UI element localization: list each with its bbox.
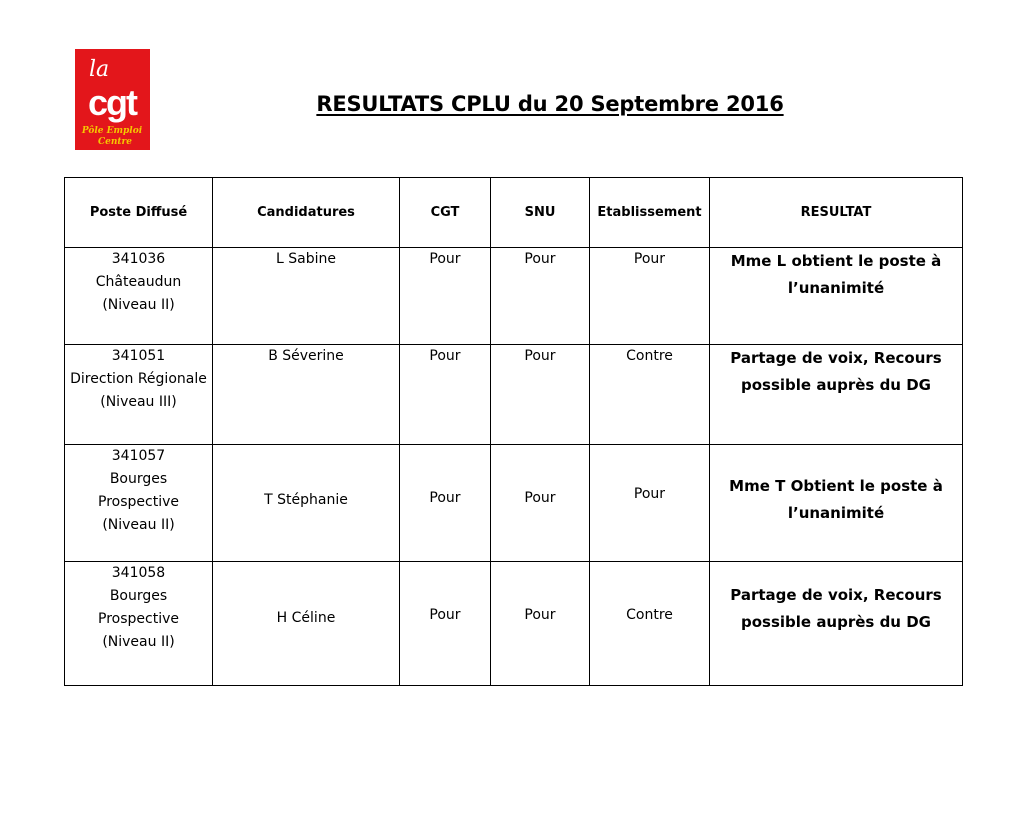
poste-level: (Niveau II) (102, 297, 175, 313)
results-table (64, 177, 963, 686)
resultat-line: possible auprès du DG (741, 376, 931, 394)
cell-cgt: Pour (400, 248, 491, 345)
cell-snu: Pour (491, 248, 590, 345)
logo-text-sub2: Centre (97, 137, 133, 147)
cell-etablissement: Contre (590, 345, 710, 445)
poste-site: Bourges (109, 588, 168, 604)
table-row (65, 445, 963, 562)
header-poste-diffuse: Poste Diffusé (65, 178, 213, 248)
poste-level: (Niveau II) (102, 517, 175, 533)
header-etablissement: Etablissement (590, 178, 710, 248)
cell-resultat (710, 445, 963, 562)
resultat-line: possible auprès du DG (741, 613, 931, 631)
table-row (65, 248, 963, 345)
header-resultat: RESULTAT (710, 178, 963, 248)
resultat-line: Mme L obtient le poste à (730, 252, 942, 270)
cell-candidature: H Céline (213, 562, 400, 686)
header-snu: SNU (491, 178, 590, 248)
table-row (65, 345, 963, 445)
resultat-line: Mme T Obtient le poste à (729, 477, 943, 495)
cell-cgt: Pour (400, 562, 491, 686)
poste-level: (Niveau II) (102, 634, 175, 650)
cell-resultat (710, 345, 963, 445)
resultat-line: l’unanimité (787, 504, 885, 522)
cell-resultat (710, 562, 963, 686)
resultat-line: Partage de voix, Recours (730, 586, 942, 604)
cell-snu: Pour (491, 345, 590, 445)
table-row (65, 562, 963, 686)
cell-candidature: T Stéphanie (213, 445, 400, 562)
poste-site: Direction Régionale (70, 371, 207, 387)
header-cgt: CGT (400, 178, 491, 248)
cell-poste (65, 562, 213, 686)
cell-etablissement: Pour (590, 248, 710, 345)
cell-poste (65, 248, 213, 345)
cell-poste (65, 345, 213, 445)
cell-etablissement: Contre (590, 562, 710, 686)
cell-poste (65, 445, 213, 562)
poste-service: Prospective (98, 494, 179, 510)
header-candidatures: Candidatures (213, 178, 400, 248)
logo-text-cgt: cgt (88, 82, 136, 123)
poste-number: 341051 (111, 348, 166, 364)
cell-cgt: Pour (400, 445, 491, 562)
poste-site: Châteaudun (95, 274, 182, 290)
logo-text-la: la (89, 57, 110, 82)
cell-snu: Pour (491, 445, 590, 562)
poste-number: 341036 (111, 251, 166, 267)
cell-candidature: L Sabine (213, 248, 400, 345)
poste-level: (Niveau III) (100, 394, 177, 410)
poste-service: Prospective (98, 611, 179, 627)
table-header-row (65, 178, 963, 248)
poste-number: 341058 (111, 565, 166, 581)
cell-resultat (710, 248, 963, 345)
logo-text-sub1: Pôle Emploi (81, 126, 143, 136)
page-title: RESULTATS CPLU du 20 Septembre 2016 (316, 92, 784, 116)
resultat-line: Partage de voix, Recours (730, 349, 942, 367)
poste-site: Bourges (109, 471, 168, 487)
resultat-line: l’unanimité (787, 279, 885, 297)
cell-candidature: B Séverine (213, 345, 400, 445)
cell-etablissement: Pour (590, 445, 710, 562)
cell-cgt: Pour (400, 345, 491, 445)
cell-snu: Pour (491, 562, 590, 686)
poste-number: 341057 (111, 448, 166, 464)
